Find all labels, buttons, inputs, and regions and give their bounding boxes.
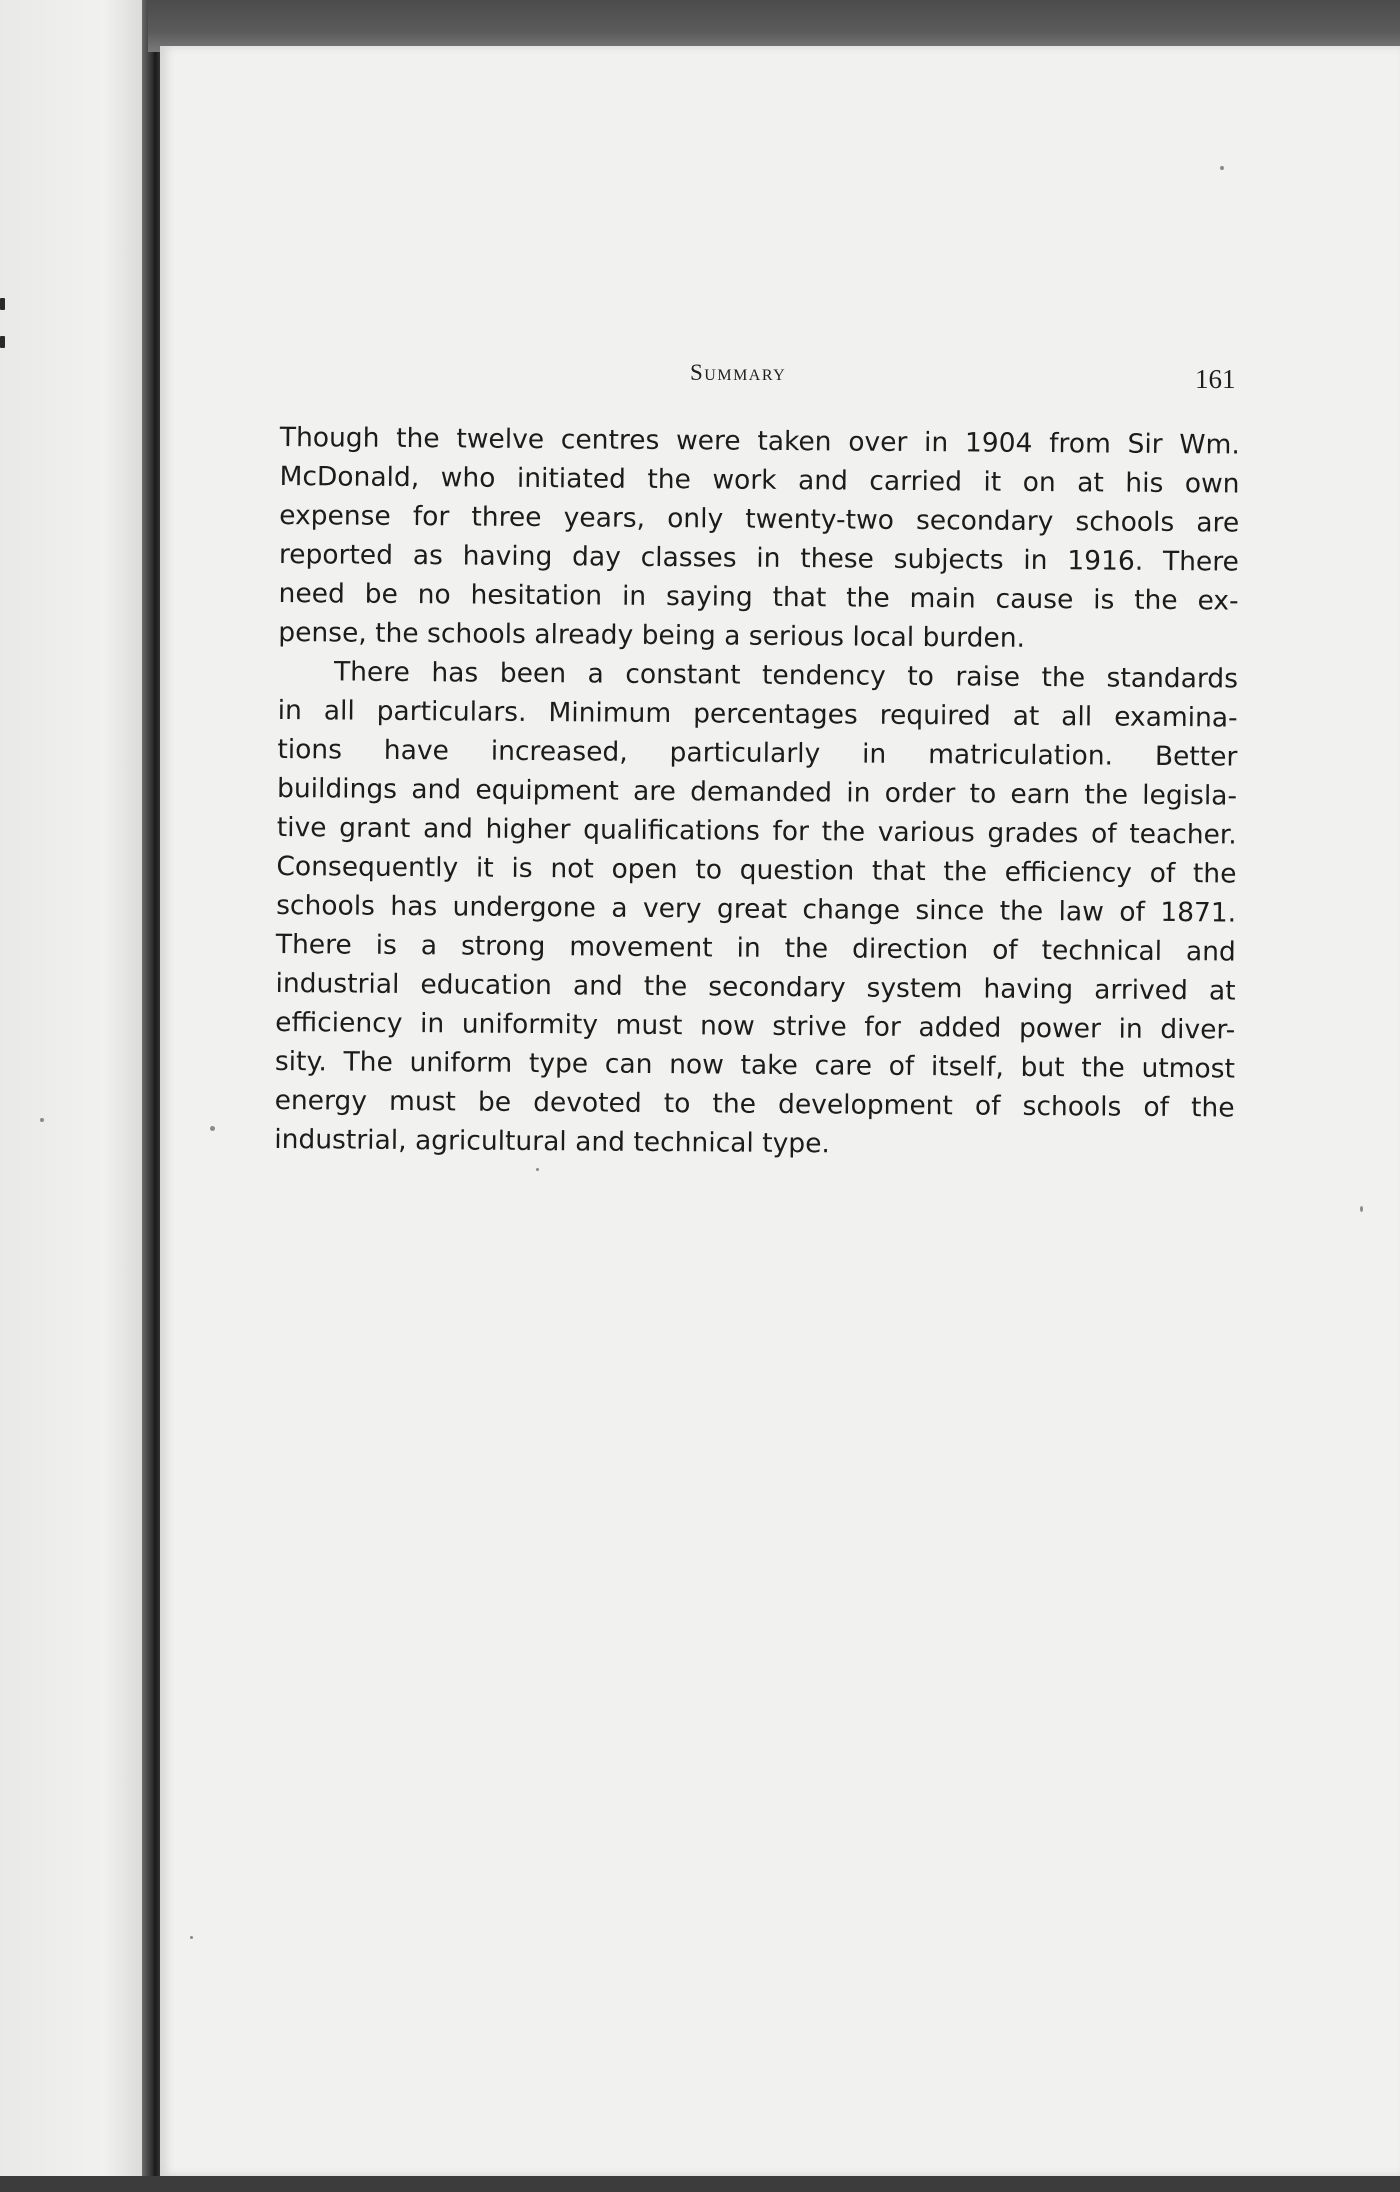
book-page — [160, 46, 1400, 2176]
text-line: Consequently it is not open to question that the efficiency of the — [276, 850, 1237, 890]
text-line: sity. The uniform type can now take care of itself, but the utmost — [274, 1045, 1236, 1085]
text-line: need be no hesitation in saying that the main cause is the ex- — [278, 577, 1239, 617]
facing-page-glyph — [0, 336, 5, 348]
text-line: McDonald, who initiated the work and carried it on at his own — [279, 460, 1240, 500]
scan-speck — [40, 1118, 44, 1122]
text-line: tive grant and higher qualifications for the various grades of teacher. — [276, 811, 1237, 851]
page-number: 161 — [1195, 364, 1236, 394]
text-line: Though the twelve centres were taken over in 1904 from Sir Wm. — [279, 421, 1240, 461]
text-line: energy must be devoted to the development of schools of the — [274, 1084, 1235, 1124]
text-line: industrial education and the secondary system having arrived at — [275, 967, 1236, 1007]
scan-speck — [210, 1126, 215, 1131]
facing-page-edge — [0, 0, 148, 2192]
running-head: Summary — [690, 360, 787, 385]
text-line: buildings and equipment are demanded in order to earn the legisla- — [276, 772, 1238, 812]
facing-page-glyph — [0, 298, 5, 310]
text-line: There has been a constant tendency to raise the standards — [333, 656, 1239, 695]
scan-speck — [536, 1168, 539, 1171]
paragraph — [274, 652, 1238, 1167]
text-line: schools has undergone a very great change since the law of 1871. — [276, 889, 1237, 929]
text-line: industrial, agricultural and technical type. — [274, 1123, 830, 1160]
page-header — [160, 360, 1400, 400]
text-line: expense for three years, only twenty-two secondary schools are — [279, 499, 1240, 539]
text-line: efficiency in uniformity must now strive for added power in diver- — [275, 1006, 1236, 1046]
text-line: in all particulars. Minimum percentages required at all examina- — [277, 694, 1238, 734]
text-line: reported as having day classes in these subjects in 1916. There — [278, 538, 1240, 578]
scan-bottom-border — [0, 2176, 1400, 2192]
scan-speck — [190, 1936, 193, 1939]
text-line: There is a strong movement in the direction of technical and — [275, 928, 1236, 968]
paragraph — [278, 418, 1240, 660]
scan-speck — [1360, 1206, 1363, 1212]
text-line: tions have increased, particularly in matriculation. Better — [277, 733, 1238, 773]
scan-top-border — [148, 0, 1400, 52]
scan-speck — [1220, 166, 1224, 170]
body-text — [274, 418, 1240, 1167]
text-line: pense, the schools already being a serious local burden. — [278, 616, 1026, 654]
